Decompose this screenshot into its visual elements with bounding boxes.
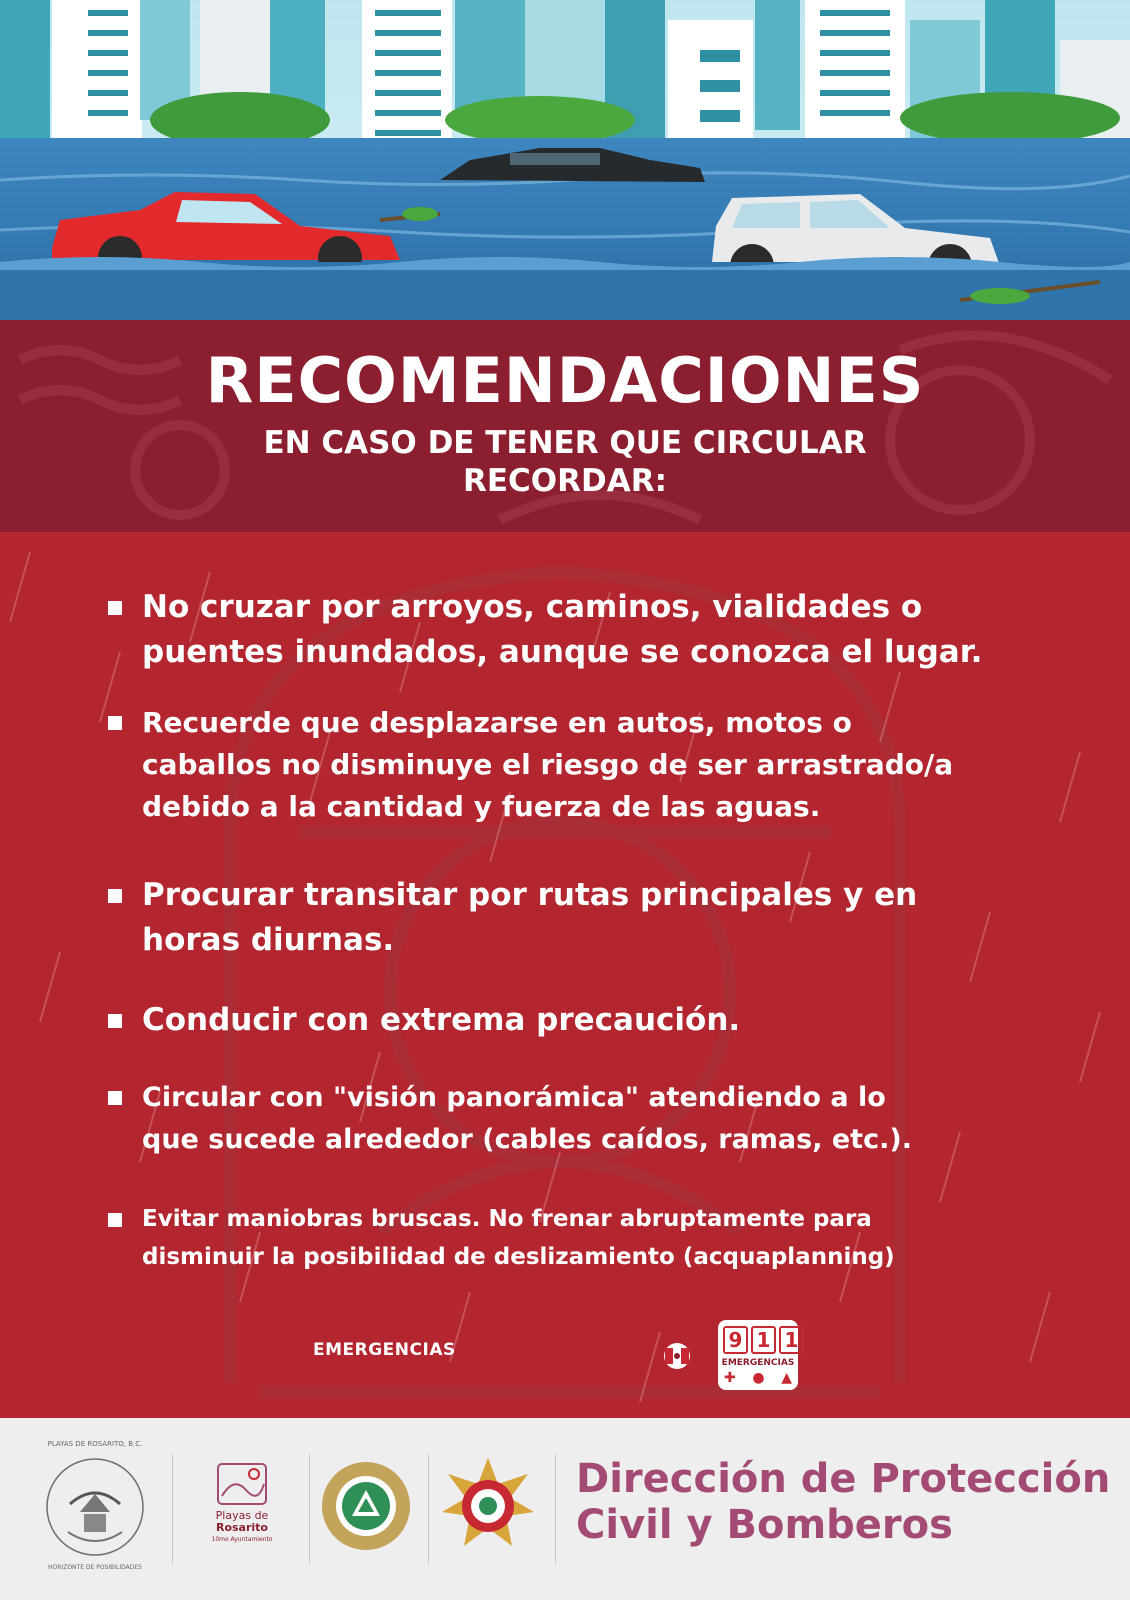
recommendation-2: [108, 702, 1008, 828]
flood-illustration: [0, 0, 1130, 320]
recommendation-6: [108, 1200, 1068, 1276]
line: horas diurnas.: [142, 922, 395, 958]
page-title: RECOMENDACIONES: [205, 344, 925, 417]
playas-line-1: Playas de: [215, 1509, 269, 1522]
badge-digit: 1: [751, 1326, 776, 1354]
bullet-icon: [108, 889, 122, 903]
line: debido a la cantidad y fuerza de las aguas.: [142, 790, 821, 823]
proteccion-civil-logo: [318, 1458, 414, 1554]
bullet-icon: [108, 716, 122, 730]
divider: [172, 1454, 173, 1564]
footer: [0, 1418, 1130, 1600]
badge-icons: [724, 1370, 792, 1386]
line: caballos no disminuye el riesgo de ser arrastrado/a: [142, 748, 954, 781]
bullet-icon: [108, 1091, 122, 1105]
fire-icon: ▲: [781, 1370, 792, 1386]
line: Procurar transitar por rutas principales y en: [142, 877, 918, 913]
bullet-icon: [108, 1014, 122, 1028]
recommendation-5: [108, 1077, 1008, 1161]
playas-line-2: Rosarito: [215, 1521, 268, 1534]
direction-line-1: Dirección de Protección: [576, 1456, 1111, 1502]
header: [0, 320, 1130, 532]
recommendation-text: [142, 873, 1008, 963]
direction-title: [576, 1456, 1110, 1548]
recommendation-4: [108, 998, 1008, 1043]
subtitle-line-1: EN CASO DE TENER QUE CIRCULAR: [263, 425, 867, 461]
bullet-icon: [108, 1213, 122, 1227]
medical-cross-icon: ✚: [724, 1370, 736, 1386]
recommendation-text: [142, 1200, 1068, 1276]
line: Conducir con extrema precaución.: [142, 1002, 741, 1038]
recommendation-text: [142, 702, 1008, 828]
seal-motto: HORIZONTE DE POSIBILIDADES: [48, 1564, 142, 1571]
police-icon: ●: [752, 1370, 765, 1386]
playas-logo-text: [196, 1510, 288, 1546]
divider: [428, 1454, 429, 1564]
divider: [309, 1454, 310, 1564]
recommendation-text: [142, 585, 1008, 675]
emergency-911-badge: [718, 1320, 798, 1390]
flag-mexico-icon: [663, 1342, 691, 1370]
recommendation-text: [142, 998, 1008, 1043]
line: Circular con "visión panorámica" atendiendo a lo: [142, 1082, 886, 1113]
municipal-seal-logo: [40, 1452, 150, 1562]
line: puentes inundados, aunque se conozca el lugar.: [142, 634, 983, 670]
recommendation-1: [108, 585, 1008, 675]
line: No cruzar por arroyos, caminos, vialidades o: [142, 589, 923, 625]
line: Evitar maniobras bruscas. No frenar abruptamente para: [142, 1206, 872, 1232]
seal-label: PLAYAS DE ROSARITO, B.C.: [47, 1440, 143, 1448]
line: Recuerde que desplazarse en autos, motos o: [142, 706, 852, 739]
line: que sucede alrededor (cables caídos, ramas, etc.).: [142, 1124, 912, 1155]
playas-line-3: 10mo Ayuntamiento: [211, 1536, 273, 1543]
badge-digit: 1: [779, 1326, 804, 1354]
direction-line-2: Civil y Bomberos: [576, 1502, 953, 1548]
bullet-icon: [108, 601, 122, 615]
badge-digits: [723, 1326, 804, 1354]
bomberos-logo: [438, 1454, 538, 1554]
line: disminuir la posibilidad de deslizamiento (acquaplanning): [142, 1244, 895, 1270]
recommendation-text: [142, 1077, 1008, 1161]
subtitle-line-2: RECORDAR:: [462, 463, 667, 499]
badge-label: EMERGENCIAS: [721, 1358, 795, 1368]
recommendation-3: [108, 873, 1008, 963]
subtitle: [0, 424, 1130, 500]
badge-digit: 9: [723, 1326, 748, 1354]
playas-de-rosarito-logo: [212, 1456, 272, 1508]
emergency-label: EMERGENCIAS: [313, 1340, 456, 1360]
divider: [555, 1454, 556, 1564]
